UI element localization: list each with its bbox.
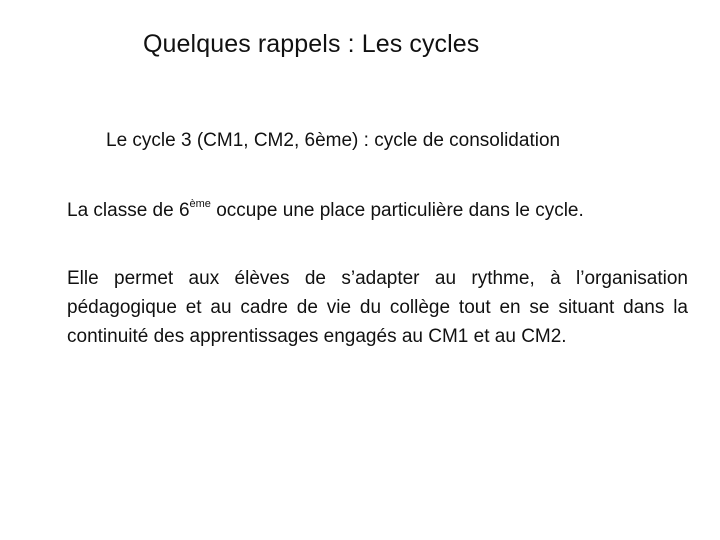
body-line-text-end: occupe une place particulière dans le cycle. [210,200,584,221]
body-line-text-start: La classe de 6 [67,200,190,221]
slide-subtitle: Le cycle 3 (CM1, CM2, 6ème) : cycle de consolidation [106,130,561,151]
body-paragraph: Elle permet aux élèves de s’adapter au rythme, à l’organisation pédagogique et au cadre de vie du collège tout en se situant dans la continuité des apprentissages engagés au CM1 et au CM2. [67,268,688,347]
body-line-superscript: ème [189,197,211,210]
slide-title: Quelques rappels : Les cycles [143,30,480,58]
body-line-classe [67,197,584,225]
